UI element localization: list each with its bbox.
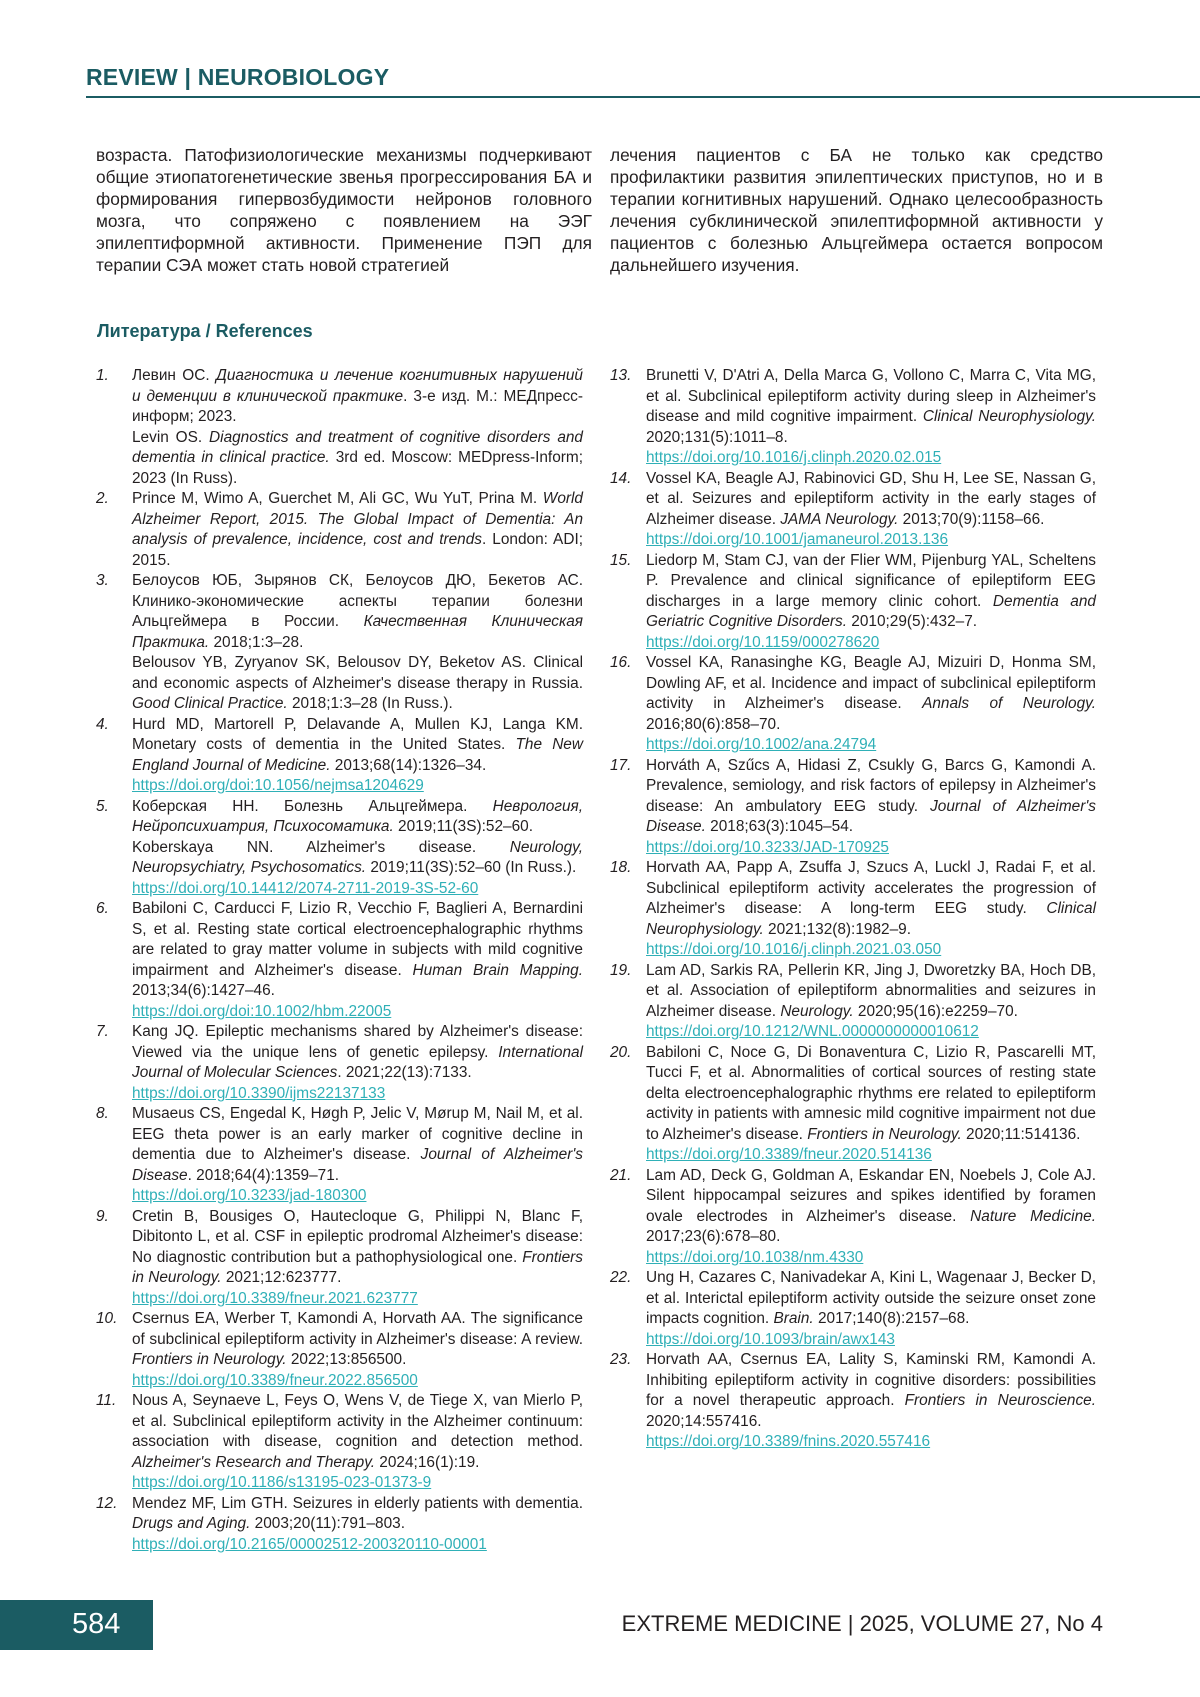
reference-item (96, 899, 583, 1022)
reference-segment: 2024;16(1):19. (375, 1453, 480, 1471)
reference-segment: 2021;12:623777. (221, 1269, 342, 1286)
reference-text (646, 366, 1096, 448)
reference-source: Human Brain Mapping. (412, 961, 583, 979)
reference-segment: Lam AD, Sarkis RA, Pellerin KR, Jing J, Dworetzky BA, Hoch DB, et al. Association of epileptiform abnormalities and seizures in Alzheimer disease. (646, 961, 1096, 1020)
reference-number: 13. (610, 367, 632, 384)
reference-segment: 2017;140(8):2157–68. (813, 1310, 970, 1327)
reference-source: Frontiers in Neurology. (807, 1125, 962, 1143)
reference-text (646, 961, 1096, 1023)
reference-number: 10. (96, 1310, 118, 1327)
reference-number: 1. (96, 367, 109, 384)
doi-link[interactable]: https://doi.org/10.3389/fneur.2022.856500 (132, 1371, 418, 1389)
reference-segment: Белоусов ЮБ, Зырянов СК, Белоусов ДЮ, Бекетов АС. Клинико-экономические аспекты терапии болезни Альцгеймера в России. (132, 572, 583, 630)
doi-link[interactable]: https://doi.org/10.3389/fneur.2020.514136 (646, 1146, 932, 1163)
reference-item (610, 1268, 1096, 1350)
reference-item (610, 1166, 1096, 1269)
reference-number: 12. (96, 1494, 118, 1512)
reference-segment: 2020;131(5):1011–8. (646, 428, 788, 446)
reference-segment: 2019;11(3S):52–60. (393, 818, 533, 835)
reference-item (610, 1350, 1096, 1453)
reference-text (132, 838, 583, 879)
reference-source: Journal of Alzheimer's Disease (132, 1146, 583, 1184)
reference-source: Clinical Neurophysiology. (646, 900, 1096, 938)
reference-segment: 2018;1:3–28 (In Russ.). (287, 695, 453, 712)
reference-segment: Prince M, Wimo A, Guerchet M, Ali GC, Wu YuT, Prina M. (132, 490, 543, 507)
reference-number: 19. (610, 961, 632, 979)
reference-segment: Babiloni C, Carducci F, Lizio R, Vecchio F, Baglieri A, Bernardini S, et al. Resting state cortical electroencephalographic rhythms are related to gray matter volume in subjects with mild cognitive impairment and Alzheimer's disease. (132, 900, 583, 979)
reference-source: Nature Medicine. (970, 1207, 1096, 1225)
intro-text-left: возраста. Патофизиологические механизмы подчеркивают общие этиопатогенетические звенья прогрессирования БА и формирования гипервозбудимости нейронов головного мозга, что сопряжено с появлением на ЭЭГ эпилептиформной активности. Применение ПЭП для терапии СЭА может стать новой стратегией (96, 145, 592, 275)
reference-segment: Vossel KA, Beagle AJ, Rabinovici GD, Shu H, Lee SE, Nassan G, et al. Seizures and epileptiform activity in the early stages of Alzheimer disease. (646, 469, 1096, 528)
reference-segment: 2020;95(16):e2259–70. (853, 1002, 1018, 1020)
reference-number: 9. (96, 1207, 109, 1225)
reference-source: Dementia and Geriatric Cognitive Disorders. (646, 592, 1096, 630)
reference-number: 4. (96, 715, 109, 733)
reference-item (96, 715, 583, 797)
reference-text (646, 1166, 1096, 1248)
reference-text (132, 1391, 583, 1473)
doi-link[interactable]: https://doi.org/10.2165/00002512-200320110-00001 (132, 1535, 487, 1553)
reference-segment: Horváth A, Szűcs A, Hidasi Z, Csukly G, Barcs G, Kamondi A. Prevalence, semiology, and risk factors of epilepsy in Alzheimer's disease: An ambulatory EEG study. (646, 756, 1096, 815)
doi-link[interactable]: https://doi.org/10.3389/fneur.2021.623777 (132, 1289, 418, 1307)
reference-segment: Musaeus CS, Engedal K, Høgh P, Jelic V, Mørup M, Nail M, et al. EEG theta power is an early marker of cognitive decline in dementia due to Alzheimer's disease. (132, 1105, 583, 1163)
reference-item (610, 961, 1096, 1043)
reference-list-right (610, 366, 1096, 1453)
doi-link[interactable]: https://doi.org/10.1002/ana.24794 (646, 736, 877, 753)
reference-item (96, 1391, 583, 1494)
reference-segment: 2021;132(8):1982–9. (763, 920, 911, 938)
reference-item (610, 756, 1096, 859)
reference-item (96, 489, 583, 571)
reference-text (646, 653, 1096, 735)
reference-segment: Csernus EA, Werber T, Kamondi A, Horvath AA. The significance of subclinical epileptiform activity in Alzheimer's disease: A review. (132, 1310, 583, 1348)
reference-text (132, 489, 583, 571)
reference-source: Диагностика и лечение когнитивных нарушений и деменции в клинической практике (132, 367, 583, 405)
reference-segment: . London: ADI; 2015. (132, 531, 583, 569)
doi-link[interactable]: https://doi.org/10.1038/nm.4330 (646, 1248, 864, 1266)
reference-item (96, 1309, 583, 1391)
doi-link[interactable]: https://doi.org/10.1016/j.clinph.2020.02.015 (646, 449, 942, 466)
reference-segment: 2020;11:514136. (961, 1125, 1081, 1143)
reference-text (646, 1268, 1096, 1330)
reference-segment: 2010;29(5):432–7. (847, 613, 978, 630)
reference-number: 2. (96, 490, 109, 507)
reference-number: 5. (96, 797, 109, 815)
reference-segment: Liedorp M, Stam CJ, van der Flier WM, Pijenburg YAL, Scheltens P. Prevalence and clinical significance of epileptiform EEG discharges in a large memory clinic cohort. (646, 551, 1096, 610)
reference-source: Неврология, Нейропсихиатрия, Психосоматика. (132, 797, 583, 835)
reference-source: Frontiers in Neuroscience. (904, 1392, 1097, 1409)
reference-segment: Belousov YB, Zyryanov SK, Belousov DY, Beketov AS. Clinical and economic aspects of Alzheimer's disease therapy in Russia. (132, 654, 583, 692)
reference-text (646, 551, 1096, 633)
reference-segment: Koberskaya NN. Alzheimer's disease. (132, 838, 510, 856)
doi-link[interactable]: https://doi.org/10.1016/j.clinph.2021.03.050 (646, 941, 942, 958)
reference-item (96, 1022, 583, 1104)
reference-number: 23. (610, 1351, 632, 1368)
reference-number: 14. (610, 469, 632, 487)
reference-text (132, 1022, 583, 1084)
reference-segment: . 3-е изд. М.: МЕДпресс-информ; 2023. (132, 387, 583, 425)
reference-item (610, 653, 1096, 756)
reference-item (96, 1104, 583, 1207)
reference-segment: Nous A, Seynaeve L, Feys O, Wens V, de Tiege X, van Mierlo P, et al. Subclinical epileptiform activity in the Alzheimer continuum: association with disease, cognition and detection method. (132, 1392, 583, 1450)
reference-text (132, 797, 583, 838)
doi-link[interactable]: https://doi.org/10.3233/JAD-170925 (646, 838, 889, 856)
reference-source: Annals of Neurology. (922, 695, 1096, 712)
reference-source: Good Clinical Practice. (132, 695, 288, 712)
reference-source: Качественная Клиническая Практика. (132, 613, 583, 651)
doi-link[interactable]: https://doi.org/10.1001/jamaneurol.2013.136 (646, 531, 949, 548)
reference-segment: Babiloni C, Noce G, Di Bonaventura C, Lizio R, Pascarelli MT, Tucci F, et al. Abnormalities of cortical sources of resting state delta electroencephalographic rhythms ere related to epileptiform activity in patients with amnesic mild cognitive impairment not due to Alzheimer's disease. (646, 1043, 1096, 1143)
reference-text (132, 1104, 583, 1186)
reference-segment: 2018;1:3–28. (209, 633, 304, 651)
reference-item (96, 1207, 583, 1310)
reference-source: World Alzheimer Report, 2015. The Global Impact of Dementia: An analysis of prevalence, incidence, cost and trends (132, 490, 583, 548)
doi-link[interactable]: https://doi.org/doi:10.1056/nejmsa1204629 (132, 777, 424, 794)
reference-segment: Hurd MD, Martorell P, Delavande A, Mullen KJ, Langa KM. Monetary costs of dementia in the United States. (132, 715, 583, 753)
reference-item (96, 797, 583, 900)
reference-text (646, 1350, 1096, 1432)
reference-number: 20. (610, 1043, 632, 1061)
reference-segment: 2013;68(14):1326–34. (330, 756, 487, 774)
reference-number: 8. (96, 1105, 109, 1122)
doi-link[interactable]: https://doi.org/10.3389/fnins.2020.557416 (646, 1433, 931, 1450)
reference-segment: Kang JQ. Epileptic mechanisms shared by Alzheimer's disease: Viewed via the unique lens of genetic epilepsy. (132, 1023, 583, 1061)
reference-segment: 2022;13:856500. (286, 1351, 407, 1368)
reference-segment: 3rd ed. Moscow: MEDpress-Inform; 2023 (In Russ). (132, 449, 583, 487)
reference-number: 22. (610, 1269, 632, 1286)
reference-segment: 2018;63(3):1045–54. (705, 818, 854, 835)
reference-segment: Ung H, Cazares C, Nanivadekar A, Kini L, Wagenaar J, Becker D, et al. Interictal epileptiform activity outside the seizure onset zone impacts cognition. (646, 1269, 1096, 1327)
reference-segment: Brunetti V, D'Atri A, Della Marca G, Vollono C, Marra C, Vita MG, et al. Subclinical epileptiform activity during sleep in Alzheimer's disease and mild cognitive impairment. (646, 367, 1096, 425)
reference-number: 3. (96, 572, 109, 589)
reference-source: Neurology, Neuropsychiatry, Psychosomatics. (132, 838, 583, 876)
reference-segment: 2003;20(11):791–803. (250, 1515, 405, 1532)
reference-segment: Horvath AA, Csernus EA, Lality S, Kaminski RM, Kamondi A. Inhibiting epileptiform activity in cognitive disorders: possibilities for a novel therapeutic approach. (646, 1351, 1096, 1409)
doi-link[interactable]: https://doi.org/10.1212/WNL.0000000000010612 (646, 1023, 979, 1040)
reference-source: Brain. (773, 1310, 814, 1327)
reference-number: 21. (610, 1166, 632, 1184)
page-header (0, 0, 1200, 100)
doi-link[interactable]: https://doi.org/10.14412/2074-2711-2019-3S-52-60 (132, 879, 479, 897)
reference-source: JAMA Neurology. (780, 510, 899, 528)
reference-number: 18. (610, 859, 632, 876)
reference-text (132, 571, 583, 653)
reference-item (610, 858, 1096, 961)
intro-text-right: лечения пациентов с БА не только как средство профилактики развития эпилептических приступов, но и в терапии когнитивных нарушений. Однако целесообразность лечения субклинической эпилептиформной активности у пациентов с болезнью Альцгеймера остается вопросом дальнейшего изучения. (610, 145, 1103, 275)
reference-text (132, 899, 583, 1002)
references-heading: Литература / References (97, 321, 313, 341)
reference-segment: 2016;80(6):858–70. (646, 715, 781, 733)
reference-segment: Vossel KA, Ranasinghe KG, Beagle AJ, Mizuiri D, Honma SM, Dowling AF, et al. Incidence and impact of subclinical epileptiform activity in Alzheimer's disease. (646, 654, 1096, 712)
reference-source: Alzheimer's Research and Therapy. (132, 1453, 376, 1471)
doi-link[interactable]: https://doi.org/10.3390/ijms22137133 (132, 1084, 386, 1102)
reference-text (132, 715, 583, 777)
doi-link[interactable]: https://doi.org/doi:10.1002/hbm.22005 (132, 1002, 392, 1020)
reference-number: 7. (96, 1023, 109, 1040)
reference-source: Drugs and Aging. (132, 1515, 251, 1532)
reference-text (132, 653, 583, 715)
reference-text (132, 1494, 583, 1535)
reference-item (610, 551, 1096, 654)
reference-source: The New England Journal of Medicine. (132, 736, 583, 774)
reference-item (610, 366, 1096, 469)
reference-source: International Journal of Molecular Sciences (132, 1043, 583, 1081)
reference-segment: . 2018;64(4):1359–71. (187, 1166, 340, 1184)
section-title: REVIEW | NEUROBIOLOGY (86, 64, 390, 90)
reference-number: 6. (96, 900, 109, 917)
reference-source: Diagnostics and treatment of cognitive disorders and dementia in clinical practice. (132, 428, 583, 466)
reference-segment: Lam AD, Deck G, Goldman A, Eskandar EN, Noebels J, Cole AJ. Silent hippocampal seizures and spikes identified by foramen ovale electrodes in Alzheimer's disease. (646, 1166, 1096, 1225)
reference-text (646, 858, 1096, 940)
doi-link[interactable]: https://doi.org/10.3233/jad-180300 (132, 1187, 367, 1204)
reference-number: 15. (610, 551, 632, 569)
reference-source: Journal of Alzheimer's Disease. (646, 797, 1096, 835)
reference-text (132, 1309, 583, 1371)
reference-segment: . 2021;22(13):7133. (337, 1064, 472, 1081)
reference-source: Frontiers in Neurology. (132, 1248, 583, 1286)
reference-segment: 2013;70(9):1158–66. (898, 510, 1045, 528)
reference-source: Neurology. (780, 1002, 854, 1020)
reference-segment: Mendez MF, Lim GTH. Seizures in elderly patients with dementia. (132, 1494, 583, 1512)
reference-number: 11. (96, 1392, 117, 1409)
reference-item (96, 571, 583, 715)
journal-footer: EXTREME MEDICINE | 2025, VOLUME 27, No 4 (621, 1611, 1103, 1636)
reference-source: Frontiers in Neurology. (132, 1351, 287, 1368)
doi-link[interactable]: https://doi.org/10.1186/s13195-023-01373-9 (132, 1474, 432, 1491)
reference-segment: Коберская НН. Болезнь Альцгеймера. (132, 797, 493, 815)
reference-text (646, 756, 1096, 838)
header-rule (86, 96, 1200, 98)
reference-text (132, 366, 583, 428)
reference-segment: Cretin B, Bousiges O, Hautecloque G, Philippi N, Blanc F, Dibitonto L, et al. CSF in epileptic prodromal Alzheimer's disease: No diagnostic contribution but a pathophysiological one. (132, 1207, 583, 1266)
doi-link[interactable]: https://doi.org/10.1093/brain/awx143 (646, 1330, 895, 1348)
reference-text (132, 428, 583, 490)
reference-source: Clinical Neurophysiology. (922, 408, 1097, 425)
reference-segment: Levin OS. (132, 428, 210, 446)
reference-segment: Horvath AA, Papp A, Zsuffa J, Szucs A, Luckl J, Radai F, et al. Subclinical epileptiform activity accelerates the progression of Alzheimer's disease: A long-term EEG study. (646, 859, 1096, 917)
reference-list-left (96, 366, 583, 1555)
reference-segment: 2019;11(3S):52–60 (In Russ.). (366, 859, 577, 876)
reference-text (132, 1207, 583, 1289)
reference-segment: 2020;14:557416. (646, 1412, 762, 1430)
page-number: 584 (72, 1608, 121, 1640)
reference-item (96, 1494, 583, 1556)
reference-text (646, 1043, 1096, 1146)
reference-segment: 2017;23(6):678–80. (646, 1228, 781, 1245)
reference-item (610, 469, 1096, 551)
reference-number: 17. (610, 756, 632, 774)
reference-item (96, 366, 583, 489)
reference-segment: Левин ОС. (132, 367, 216, 384)
reference-number: 16. (610, 654, 632, 671)
reference-text (646, 469, 1096, 531)
doi-link[interactable]: https://doi.org/10.1159/000278620 (646, 633, 880, 651)
reference-segment: 2013;34(6):1427–46. (132, 982, 275, 999)
reference-item (610, 1043, 1096, 1166)
